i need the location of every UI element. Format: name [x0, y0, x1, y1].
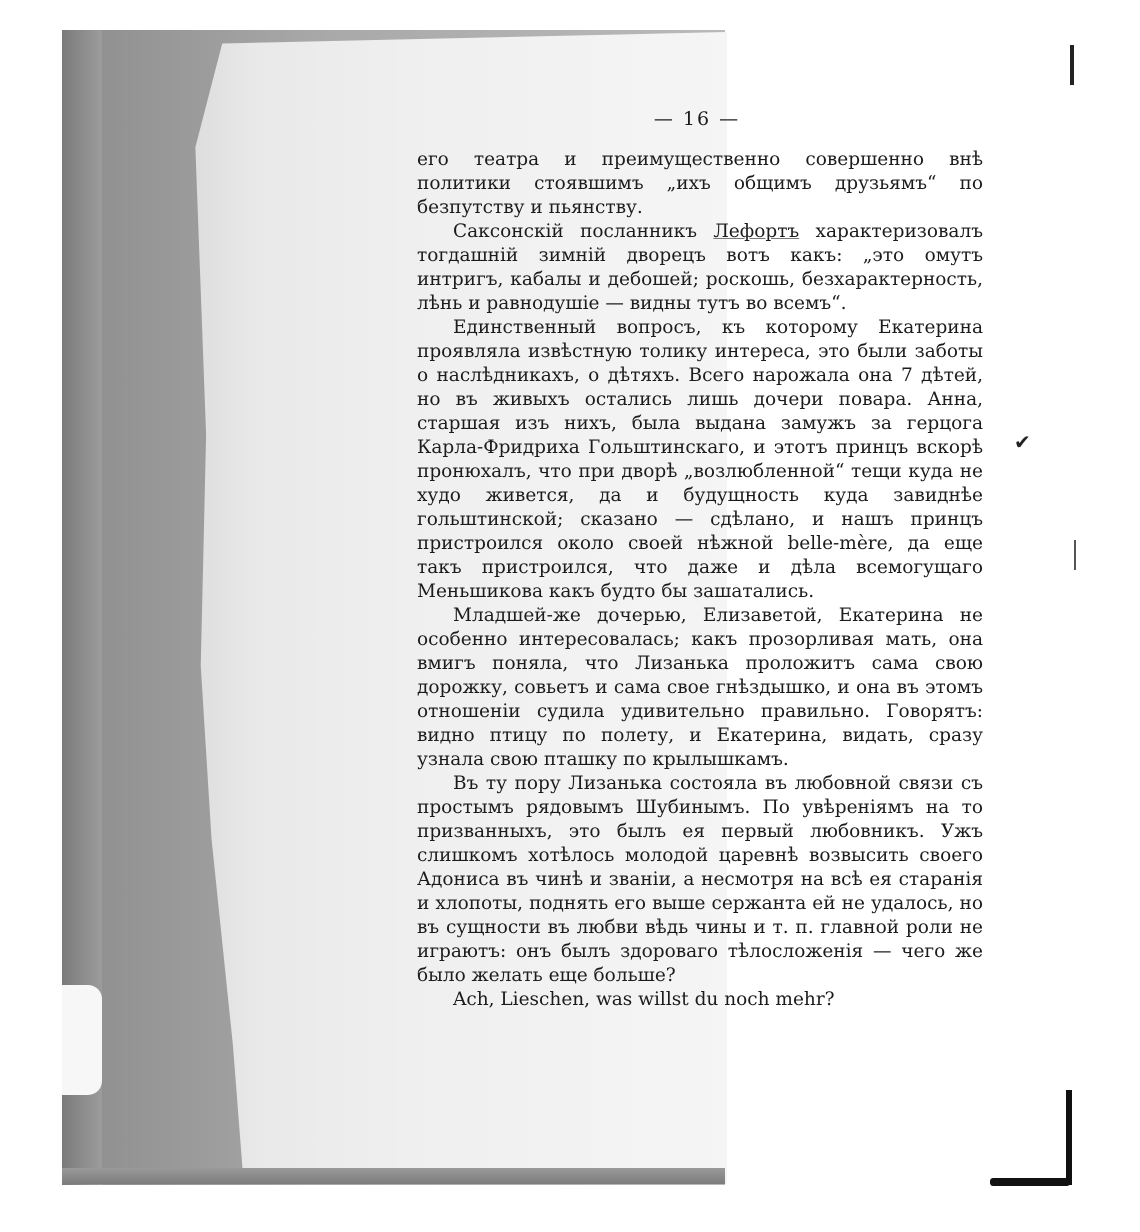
paragraph-text: Саксонскій посланникъ: [453, 221, 714, 242]
page-content: [417, 108, 983, 1012]
page-number: — 16 —: [653, 108, 741, 130]
paragraph: [417, 220, 983, 316]
underlined-name: Лефортъ: [713, 221, 800, 242]
scan-edge-mark: [1074, 540, 1076, 570]
paper-tab: [62, 985, 102, 1095]
paragraph: Младшей-же дочерью, Елизаветой, Екатерина не особенно интересовалась; какъ прозорливая мать, она вмигъ поняла, что Лизанька проложитъ сама свою дорожку, совьетъ и сама свое гнѣздышко, и она въ этомъ отношеніи судила удивительно правильно. Говорятъ: видно птицу по полету, и Екатерина, видать, сразу узнала свою пташку по крылышкамъ.: [417, 605, 983, 770]
scan-edge-mark: [1066, 1090, 1072, 1185]
paragraph: Единственный вопросъ, къ которому Екатерина проявляла извѣстную толику интереса, это были заботы о наслѣдникахъ, о дѣтяхъ. Всего нарожала она 7 дѣтей, но въ живыхъ остались лишь дочери повара. Анна, старшая изъ нихъ, была выдана замужъ за герцога Карла-Фридриха Гольштинскаго, и этотъ принцъ вскорѣ пронюхалъ, что при дворѣ „возлюбленной“ тещи куда не худо живется, да и будущность куда завиднѣе гольштинской; сказано — сдѣлано, и нашъ принцъ пристроился около своей нѣжной belle-mère, да еще такъ пристроился, что даже и дѣла всемогущаго Меньшикова какъ будто бы зашатались.: [417, 317, 983, 602]
paragraph: его театра и преимущественно совершенно внѣ политики стоявшимъ „ихъ общимъ друзьямъ“ по безпутству и пьянству.: [417, 149, 983, 218]
ink-smudge: [990, 1178, 1070, 1186]
ink-blot: ✔: [1014, 430, 1031, 454]
paragraph: Въ ту пору Лизанька состояла въ любовной связи съ простымъ рядовымъ Шубинымъ. По увѣреніямъ на то призванныхъ, это былъ ея первый любовникъ. Ужъ слишкомъ хотѣлось молодой царевнѣ возвысить своего Адониса въ чинѣ и званіи, а несмотря на всѣ ея старанія и хлопоты, поднять его выше сержанта ей не удалось, но въ сущности въ любви вѣдь чины и т. п. главной роли не играютъ: онъ былъ здороваго тѣлосложенія — чего же было желать еще больше?: [417, 773, 983, 986]
paragraph-text: характеризовалъ тогдашній зимній дворецъ вотъ какъ: „это омутъ интригъ, кабалы и дебошей; роскошь, безхарактерность, лѣнь и равнодушіе — видны тутъ во всемъ“.: [417, 221, 983, 314]
bottom-shadow: [62, 1168, 725, 1184]
paragraph: Ach, Lieschen, was willst du noch mehr?: [453, 989, 835, 1010]
scan-edge-mark: [1070, 45, 1074, 85]
